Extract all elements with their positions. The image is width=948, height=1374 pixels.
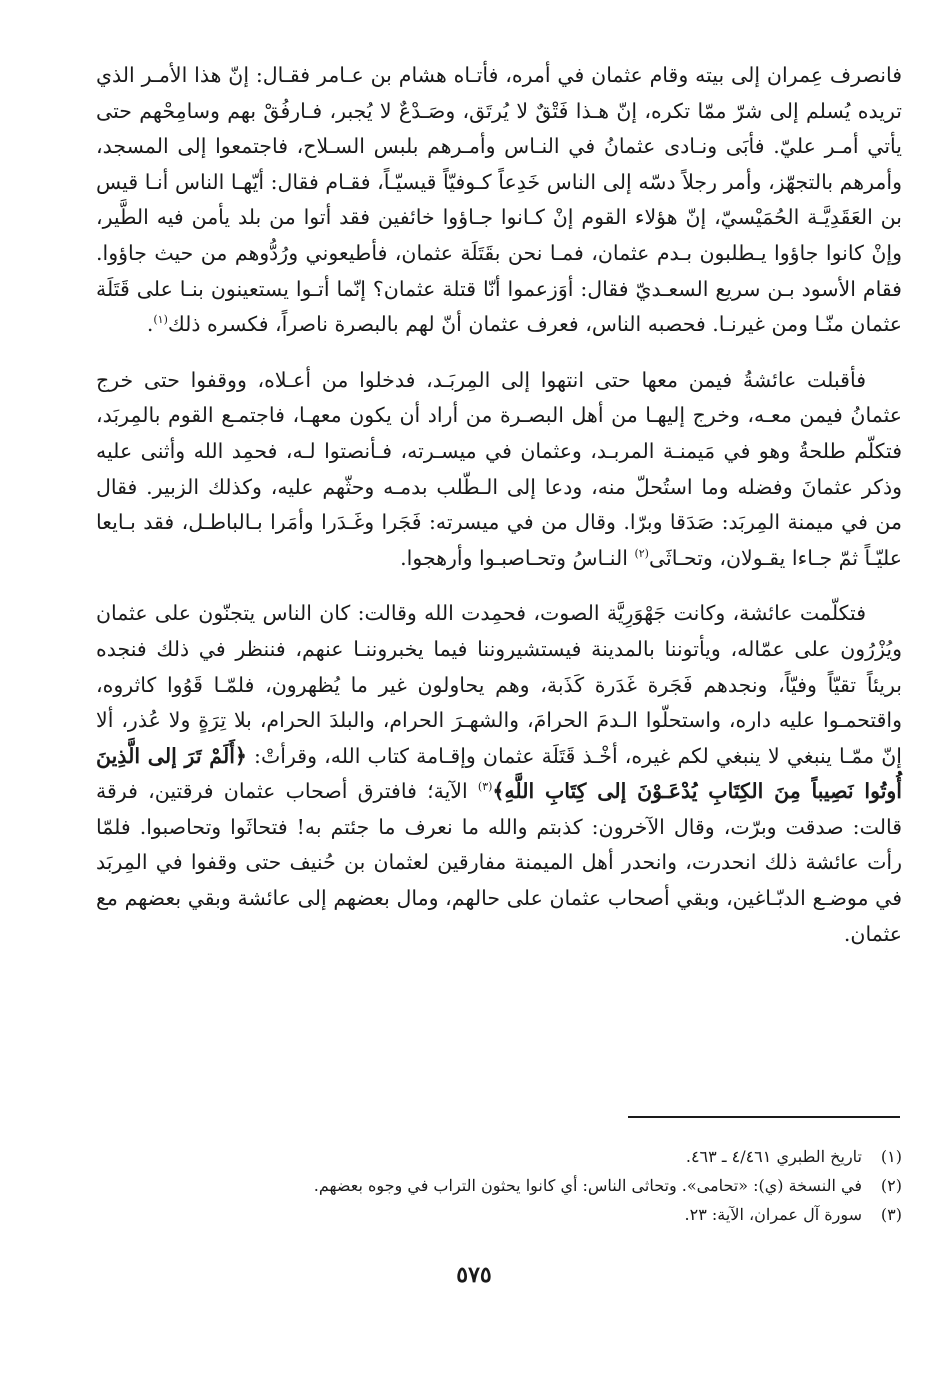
paragraph-3-end: الآية؛ فافترق أصحاب عثمان فرقتين، فرقة قالت: صدقت وبرّت، وقال الآخرون: كذبتم والله ما نعرف ما جئتم به! فتحاثَوا وتحاصبوا. فلمّا رأت عائشة ذلك انحدرت، وانحدر أهل الميمنة مفارقين لعثمان بن حُنيف حتى وقفوا في المِربَد في موضـع الدبّـاغين، وبقي أصحاب عثمان على حالهم، ومال بعضهم إلى عائشة وبقي بعضهم مع عثمان.	[96, 779, 902, 946]
footnote-3-text: سورة آل عمران، الآية: ٢٣.	[684, 1205, 862, 1224]
paragraph-1-text: فانصرف عِمران إلى بيته وقام عثمان في أمره، فأتـاه هشام بن عـامر فقـال: إنّ هذا الأمـر الذي تريده يُسلم إلى شرّ ممّا تكره، إنّ هـذا فَتْقٌ لا يُرتَق، وصَـدْعٌ لا يُجبر، فـارفُقْ بهم وسامِحْهم حتى يأتي أمـر عليّ. فأبَى ونـادى عثمانُ في النـاس وأمـرهم بلبس السـلاح، فاجتمعوا إلى المسجد، وأمرهم بالتجهّز، وأمر رجلاً دسّه إلى الناس خَدِعاً كـوفيّاً قيسيّـاً، فقـام فقال: أيّهـا الناس أنـا قيس بن العَقَدِيَّـة الحُمَيْسيّ، إنّ هؤلاء القوم إنْ كـانوا جـاؤوا خائفين فقد أتوا من بلد يأمن فيه الطَّير، وإنْ كانوا جاؤوا يـطلبون بـدم عثمان، فمـا نحن بقَتَلَة عثمان، فأطيعوني ورُدُّوهم من حيث جاؤوا. فقام الأسود بـن سريع السعـديّ فقال: أوَزعموا أنّا قتلة عثمان؟ إنّما أتـوا يستعينون بنـا على قَتَلَة عثمان منّـا ومن غيرنـا. فحصبه الناس، فعرف عثمان أنّ لهم بالبصرة ناصراً، فكسره ذلك	[96, 63, 902, 337]
paragraph-2-text: فأقبلت عائشةُ فيمن معها حتى انتهوا إلى المِربَـد، فدخلوا من أعـلاه، ووقفوا حتى خرج عثمانُ فيمن معـه، وخرج إليهـا من أهل البصـرة من أراد أن يكون معهـا، فاجتمـع القوم بالمِربَد، فتكلّم طلحةُ وهو في مَيمنـة المربـد، وعثمان في ميسـرته، فـأنصتوا لـه، فحمِد الله وأثنى عليه وذكر عثمانَ وفضله وما استُحلّ منه، ودعا إلى الـطّلب بدمـه وحثّهم عليه، وكذلك الزبير. فقال من في ميمنة المِربَد: صَدَقا وبرّا. وقال من في ميسرته: فَجَرا وغَـدَرا وأمَرا بـالباطـل، فقد بـايعا عليّـاً ثمّ جـاءا يقـولان، وتحـاثَى	[96, 367, 902, 570]
footnote-3-number: (٣)	[880, 1205, 902, 1224]
footnote-separator	[628, 1116, 900, 1118]
footnote-3	[96, 1200, 902, 1229]
footnote-1-number: (١)	[880, 1147, 902, 1166]
footnote-2-text: في النسخة (ي): «تحامى». وتحاثى الناس: أي كانوا يحثون التراب في وجوه بعضهم.	[313, 1176, 862, 1195]
paragraph-2-end: النـاسُ وتحـاصبـوا وأرهجوا.	[400, 545, 635, 570]
paragraph-1-end: .	[146, 312, 154, 337]
paragraph-2	[96, 363, 902, 577]
quran-verse: ﴿أَلَمْ تَرَ إلى الَّذِينَ أُوتُوا نَصِيباً مِنَ الكِتَابِ يُدْعَـوْنَ إلى كِتَابِ اللَّهِ﴾	[96, 743, 902, 804]
paragraph-1	[96, 58, 902, 343]
footnote-1	[96, 1142, 902, 1171]
footnote-ref-2[interactable]: (٢)	[634, 546, 649, 560]
footnote-ref-1[interactable]: (١)	[153, 313, 168, 327]
footnote-2-number: (٢)	[880, 1176, 902, 1195]
footnotes	[96, 1142, 902, 1229]
main-text	[96, 58, 902, 952]
footnote-1-text: تاريخ الطبري ٤/٤٦١ ـ ٤٦٣.	[685, 1147, 862, 1166]
footnote-2	[96, 1171, 902, 1200]
paragraph-3	[96, 596, 902, 952]
page-number: ٥٧٥	[456, 1262, 492, 1288]
footnote-ref-3[interactable]: (٣)	[477, 780, 493, 794]
paragraph-3-text: فتكلّمت عائشة، وكانت جَهْوَرِيَّة الصوت، فحمِدت الله وقالت: كان الناس يتجنّون على عثمان ويُزْرُون على عمّاله، ويأتوننا بالمدينة فيستشيروننا فيما يخبروننـا عنهم، فننظر في ذلك فنجده بريئاً تقيّاً وفيّاً، ونجدهم فَجَرة غَدَرة كَذَبة، وهم يحاولون غير ما يُظهرون، فلمّـا قَوُوا كاثروه، واقتحمـوا عليه داره، واستحلّوا الـدمَ الحرامَ، والشهـرَ الحرام، والبلدَ الحرام، بلا تِرَةٍ ولا عُذر، ألا إنّ ممّـا ينبغي لا ينبغي لكم غيره، أخْـذ قَتَلَة عثمان وإقـامة كتاب الله، وقرأتْ:	[96, 601, 902, 768]
